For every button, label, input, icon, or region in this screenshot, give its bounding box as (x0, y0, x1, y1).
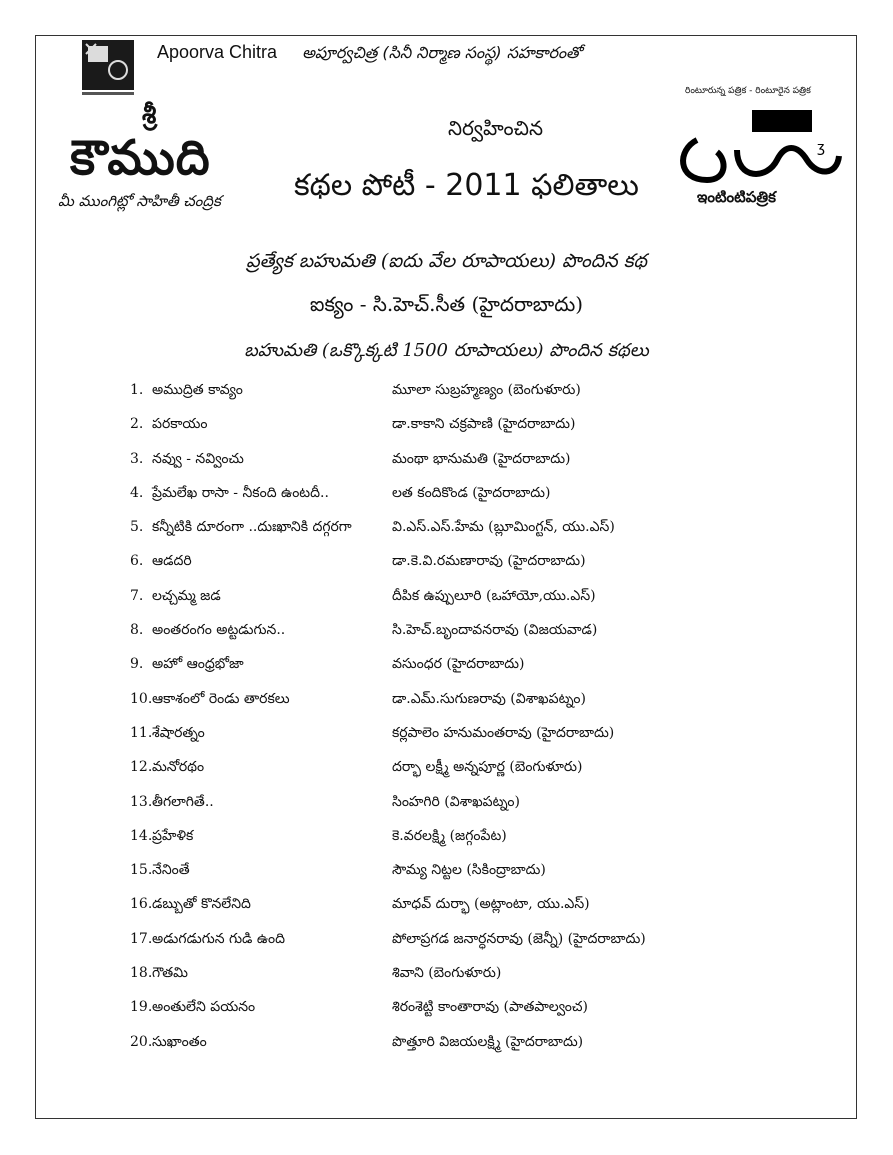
story-title: శేషారత్నం (152, 724, 205, 741)
special-prize-story: ఐక్యం - సి.హెచ్.సీత (హైదరాబాదు) (309, 292, 584, 316)
story-title: నేనింతే (152, 862, 190, 879)
list-item (130, 790, 830, 824)
item-number: 17. (130, 930, 153, 947)
story-title: తీగలాగితే.. (152, 793, 214, 810)
story-author: వసుంధర (హైదరాబాదు) (392, 656, 525, 673)
story-author: పోలాప్రగడ జనార్ధనరావు (జెన్నీ) (హైదరాబాదు) (392, 930, 646, 947)
story-author: మాధవ్ దుర్భా (అట్లాంటా, యు.ఎస్) (392, 896, 590, 913)
story-title: అడుగడుగున గుడి ఉంది (152, 930, 286, 947)
item-number: 9. (130, 656, 144, 673)
story-author: కర్లపాలెం హనుమంతరావు (హైదరాబాదు) (392, 724, 615, 741)
story-title: ఆకాశంలో రెండు తారకలు (152, 690, 290, 707)
story-title: అంతరంగం అట్టడుగున.. (152, 622, 286, 639)
list-item (130, 412, 830, 446)
item-number: 3. (130, 450, 144, 467)
story-title: కన్నీటికి దూరంగా ..దుఃఖానికి దగ్గరగా (152, 519, 352, 536)
list-item (130, 961, 830, 995)
apoorva-name: Apoorva Chitra (157, 42, 278, 62)
prize-list-title: బహుమతి (ఒక్కొక్కటి 1500 రూపాయలు) పొందిన కథలు (244, 340, 649, 361)
item-number: 14. (130, 827, 153, 844)
list-item (130, 447, 830, 481)
apoorva-chitra-logo (82, 40, 134, 96)
item-number: 11. (130, 724, 153, 741)
item-number: 1. (130, 382, 144, 398)
item-number: 5. (130, 519, 144, 536)
special-prize-title: ప్రత్యేక బహుమతి (ఐదు వేల రూపాయలు) పొందిన కథ (246, 250, 647, 272)
item-number: 12. (130, 759, 153, 776)
list-item (130, 858, 830, 892)
list-item (130, 549, 830, 583)
story-author: దీపిక ఉప్పులూరి (ఒహాయో,యు.ఎస్) (392, 587, 596, 604)
organised-label: నిర్వహించిన (448, 116, 543, 140)
story-author: దర్భా లక్ష్మీ అన్నపూర్ణ (బెంగుళూరు) (392, 759, 583, 776)
story-title: అముద్రిత కావ్యం (152, 382, 243, 398)
item-number: 18. (130, 965, 153, 982)
story-title: సుఖాంతం (152, 1033, 207, 1050)
story-author: సి.హెచ్.బృందావనరావు (విజయవాడ) (392, 622, 598, 639)
story-title: లచ్చమ్మ జడ (152, 587, 221, 604)
item-number: 2. (130, 416, 144, 433)
story-title: పరకాయం (152, 416, 208, 433)
story-title: నవ్వు - నవ్వించు (152, 450, 244, 467)
kaumudi-sri: శ్రీ (142, 100, 157, 130)
list-item (130, 618, 830, 652)
story-title: డబ్బుతో కొనలేనిది (152, 896, 251, 913)
story-author: లత కందికొండ (హైదరాబాదు) (392, 484, 551, 501)
list-item (130, 515, 830, 549)
story-author: డా.కె.వి.రమణారావు (హైదరాబాదు) (392, 553, 586, 570)
item-number: 20. (130, 1033, 153, 1050)
item-number: 19. (130, 999, 153, 1016)
item-number: 16. (130, 896, 153, 913)
list-item (130, 378, 830, 412)
racha-logo (667, 80, 855, 220)
list-item (130, 1030, 830, 1064)
item-number: 10. (130, 690, 153, 707)
story-title: ఆడదరి (152, 553, 192, 570)
story-author: డా.ఎమ్.సుగుణరావు (విశాఖపట్నం) (392, 690, 586, 707)
item-number: 15. (130, 862, 153, 879)
story-author: డా.కాకాని చక్రపాణి (హైదరాబాదు) (392, 416, 576, 433)
story-author: శివాని (బెంగుళూరు) (392, 965, 502, 982)
list-item (130, 824, 830, 858)
story-title: అహో ఆంధ్రభోజా (152, 656, 244, 673)
story-author: మూలా సుబ్రహ్మణ్యం (బెంగుళూరు) (392, 382, 581, 398)
sponsor-line (157, 42, 582, 66)
story-author: వి.ఎస్.ఎస్.హేమ (బ్లూమింగ్టన్, యు.ఎస్) (392, 519, 615, 536)
list-item (130, 584, 830, 618)
story-author: పొత్తూరి విజయలక్ష్మి (హైదరాబాదు) (392, 1033, 584, 1050)
racha-subtitle: ఇంటింటిపత్రిక (697, 188, 776, 206)
prize-list (130, 378, 830, 1064)
story-title: గౌతమి (152, 965, 188, 982)
list-item (130, 892, 830, 926)
kaumudi-name: కౌముది (70, 130, 211, 186)
list-item (130, 927, 830, 961)
story-author: సింహగిరి (విశాఖపట్నం) (392, 793, 520, 810)
story-title: ప్రహేళిక (152, 827, 194, 844)
list-item (130, 687, 830, 721)
list-item (130, 721, 830, 755)
story-title: అంతులేని పయనం (152, 999, 256, 1016)
kaumudi-tagline: మీ ముంగిట్లో సాహితీ చంద్రిక (58, 192, 221, 210)
svg-text:ʒ: ʒ (817, 140, 826, 156)
story-title: ప్రేమలేఖ రాసా - నీకంది ఉంటదీ.. (152, 484, 329, 501)
story-author: శిరంశెట్టి కాంతారావు (పాతపాల్వంచ) (392, 999, 588, 1016)
apoorva-telugu: అపూర్వచిత్ర (సినీ నిర్మాణ సంస్థ) సహకారంతో (302, 43, 582, 62)
story-author: సౌమ్య నిట్టల (సికింద్రాబాదు) (392, 862, 546, 879)
item-number: 4. (130, 484, 144, 501)
sri-kaumudi-logo (52, 100, 267, 220)
list-item (130, 755, 830, 789)
list-item (130, 652, 830, 686)
list-item (130, 995, 830, 1029)
item-number: 7. (130, 587, 144, 604)
story-author: మంథా భానుమతి (హైదరాబాదు) (392, 450, 571, 467)
item-number: 8. (130, 622, 144, 639)
list-item (130, 481, 830, 515)
item-number: 6. (130, 553, 144, 570)
story-title: మనోరథం (152, 759, 205, 776)
story-author: కె.వరలక్ష్మి (జగ్గంపేట) (392, 827, 507, 844)
item-number: 13. (130, 793, 153, 810)
page-title: కథల పోటీ - 2011 ఫలితాలు (294, 168, 639, 203)
racha-tagline: రింటూరున్న పత్రిక - రింటూరైన పత్రిక (685, 86, 811, 96)
